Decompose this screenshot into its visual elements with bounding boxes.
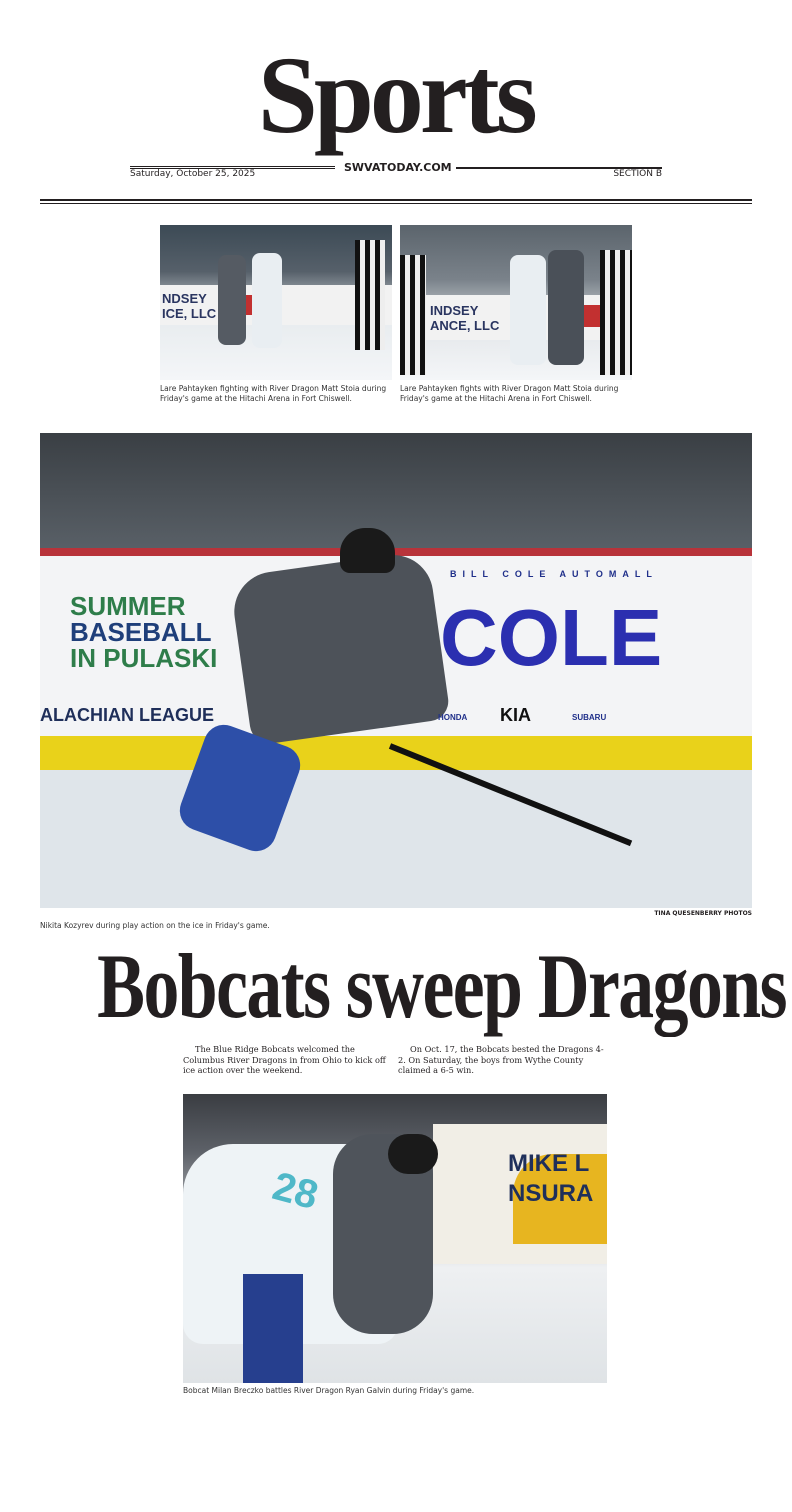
sign-text: BILL COLE AUTOMALL (450, 569, 658, 579)
photo-fight-1: NDSEY ICE, LLC (160, 225, 392, 380)
sign-text: COLE (440, 593, 663, 682)
photo-caption: Bobcat Milan Breczko battles River Dragon Ryan Galvin during Friday's game. (183, 1386, 475, 1395)
photo-caption: Lare Pahtayken fighting with River Dragon Matt Stoia during Friday's game at the Hitachi Arena in Fort Chiswell. (160, 384, 387, 403)
divider (130, 166, 335, 167)
article-paragraph: The Blue Ridge Bobcats welcomed the Columbus River Dragons in from Ohio to kick off ice action over the weekend. (183, 1044, 386, 1075)
site-link[interactable]: SWVATODAY.COM (340, 161, 456, 174)
section-label: SECTION B (613, 169, 662, 179)
sign-text: SUMMER (70, 591, 186, 621)
sign-text: SUBARU (572, 713, 607, 722)
article-paragraph: On Oct. 17, the Bobcats bested the Dragons 4-2. On Saturday, the boys from Wythe County claimed a 6-5 win. (398, 1044, 604, 1075)
sign-text: HONDA (438, 713, 468, 722)
issue-date: Saturday, October 25, 2025 (130, 169, 256, 179)
sign-text: BASEBALL (70, 617, 212, 647)
article-headline: Bobcats sweep Dragons (97, 935, 786, 1037)
photo-caption: Nikita Kozyrev during play action on the ice in Friday's game. (40, 921, 270, 930)
sign-text: ALACHIAN LEAGUE (40, 705, 214, 725)
sign-text: KIA (500, 705, 531, 725)
divider (40, 203, 752, 204)
photo-faceoff: MIKE L NSURA 28 (183, 1094, 607, 1383)
photo-fight-2: INDSEY ANCE, LLC (400, 225, 632, 380)
photo-credit: TINA QUESENBERRY PHOTOS (654, 910, 752, 917)
sign-text: IN PULASKI (70, 643, 218, 673)
section-title: Sports (258, 34, 534, 156)
photo-caption: Lare Pahtayken fights with River Dragon Matt Stoia during Friday's game at the Hitachi Arena in Fort Chiswell. (400, 384, 619, 403)
photo-main-skater (40, 433, 752, 908)
divider (40, 199, 752, 201)
